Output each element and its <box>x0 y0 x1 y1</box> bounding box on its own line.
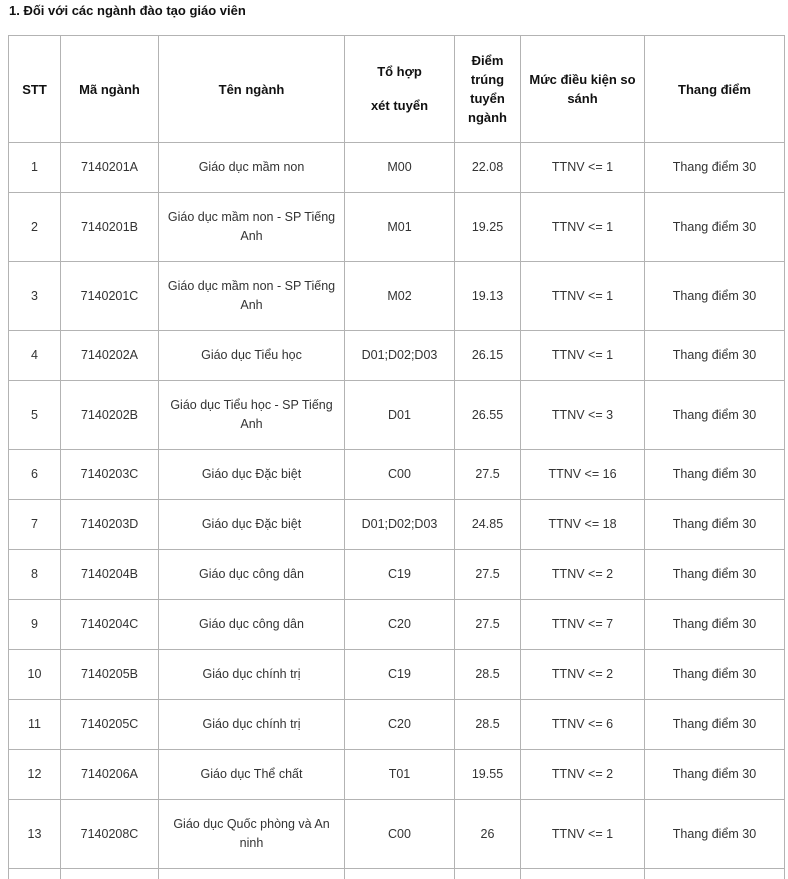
cell-combo: C19 <box>345 650 455 700</box>
header-combo-line1: Tổ hợp <box>350 55 449 89</box>
cell-condition: TTNV <= 1 <box>521 143 645 193</box>
cell-name-line1: Giáo dục Đặc biệt <box>164 515 339 534</box>
cell-name-line1: Giáo dục chính trị <box>164 715 339 734</box>
cell-score: 27.5 <box>455 550 521 600</box>
cell-name <box>159 262 345 331</box>
cell-condition: TTNV <= 1 <box>521 331 645 381</box>
table-row <box>9 750 785 800</box>
header-code <box>61 36 159 143</box>
cell-stt: 13 <box>9 800 61 869</box>
cell-name-line1: Giáo dục Quốc phòng và An <box>164 815 339 834</box>
header-condition <box>521 36 645 143</box>
cell-score: 24.85 <box>455 500 521 550</box>
cell-empty <box>159 869 345 879</box>
table-row <box>9 500 785 550</box>
cell-scale: Thang điểm 30 <box>645 500 785 550</box>
cell-empty <box>61 869 159 879</box>
table-row <box>9 381 785 450</box>
cell-scale: Thang điểm 30 <box>645 700 785 750</box>
cell-score: 27.5 <box>455 450 521 500</box>
header-stt-label: STT <box>22 82 47 97</box>
cell-code: 7140208C <box>61 800 159 869</box>
cell-name <box>159 381 345 450</box>
cell-condition: TTNV <= 3 <box>521 381 645 450</box>
cell-score: 19.55 <box>455 750 521 800</box>
cell-scale: Thang điểm 30 <box>645 550 785 600</box>
table-row <box>9 650 785 700</box>
cell-code: 7140205B <box>61 650 159 700</box>
cell-condition: TTNV <= 18 <box>521 500 645 550</box>
cell-name-line1: Giáo dục công dân <box>164 565 339 584</box>
cell-combo: C20 <box>345 600 455 650</box>
cell-stt: 5 <box>9 381 61 450</box>
cell-code: 7140203C <box>61 450 159 500</box>
cell-stt: 8 <box>9 550 61 600</box>
cell-score: 26.15 <box>455 331 521 381</box>
cell-combo: T01 <box>345 750 455 800</box>
cell-code: 7140201C <box>61 262 159 331</box>
cell-combo: C20 <box>345 700 455 750</box>
cell-name <box>159 331 345 381</box>
cell-name-line1: Giáo dục Tiểu học - SP Tiếng <box>164 396 339 415</box>
cell-empty <box>345 869 455 879</box>
cell-stt: 7 <box>9 500 61 550</box>
header-name-label: Tên ngành <box>219 82 285 97</box>
cell-scale: Thang điểm 30 <box>645 600 785 650</box>
table-row <box>9 143 785 193</box>
header-row <box>9 36 785 143</box>
admission-scores-table <box>8 35 785 879</box>
header-score-line4: ngành <box>460 108 515 127</box>
cell-name <box>159 650 345 700</box>
cell-combo: D01 <box>345 381 455 450</box>
cell-condition: TTNV <= 6 <box>521 700 645 750</box>
table-row <box>9 450 785 500</box>
cell-empty <box>521 869 645 879</box>
cell-combo: M01 <box>345 193 455 262</box>
cell-name <box>159 750 345 800</box>
cell-code: 7140201B <box>61 193 159 262</box>
cell-name-line1: Giáo dục mầm non - SP Tiếng <box>164 277 339 296</box>
header-combo <box>345 36 455 143</box>
cell-scale: Thang điểm 30 <box>645 800 785 869</box>
table-row <box>9 550 785 600</box>
cell-condition: TTNV <= 2 <box>521 650 645 700</box>
cell-name <box>159 700 345 750</box>
cell-stt: 10 <box>9 650 61 700</box>
header-score <box>455 36 521 143</box>
cell-combo: M00 <box>345 143 455 193</box>
table-row <box>9 193 785 262</box>
cell-combo: C00 <box>345 450 455 500</box>
cell-stt: 12 <box>9 750 61 800</box>
cell-name-line1: Giáo dục mầm non <box>164 158 339 177</box>
cell-combo: M02 <box>345 262 455 331</box>
cell-name-line1: Giáo dục Đặc biệt <box>164 465 339 484</box>
cell-empty <box>9 869 61 879</box>
header-stt <box>9 36 61 143</box>
cell-scale: Thang điểm 30 <box>645 193 785 262</box>
cell-scale: Thang điểm 30 <box>645 750 785 800</box>
cell-score: 26 <box>455 800 521 869</box>
cell-scale: Thang điểm 30 <box>645 262 785 331</box>
header-name <box>159 36 345 143</box>
cell-name <box>159 800 345 869</box>
header-scale-label: Thang điểm <box>678 82 751 97</box>
cell-condition: TTNV <= 1 <box>521 800 645 869</box>
table-row <box>9 700 785 750</box>
cell-condition: TTNV <= 2 <box>521 750 645 800</box>
header-score-line2: trúng <box>460 70 515 89</box>
cell-score: 19.25 <box>455 193 521 262</box>
cell-name <box>159 143 345 193</box>
cell-code: 7140204B <box>61 550 159 600</box>
cell-name <box>159 550 345 600</box>
cell-scale: Thang điểm 30 <box>645 143 785 193</box>
cell-empty <box>455 869 521 879</box>
header-scale <box>645 36 785 143</box>
cell-empty <box>645 869 785 879</box>
cell-stt: 1 <box>9 143 61 193</box>
cell-condition: TTNV <= 7 <box>521 600 645 650</box>
cell-name-line2: Anh <box>164 227 339 246</box>
cell-scale: Thang điểm 30 <box>645 381 785 450</box>
cell-score: 28.5 <box>455 700 521 750</box>
cell-name-line1: Giáo dục Tiểu học <box>164 346 339 365</box>
cell-scale: Thang điểm 30 <box>645 650 785 700</box>
cell-name-line1: Giáo dục Thể chất <box>164 765 339 784</box>
cell-scale: Thang điểm 30 <box>645 450 785 500</box>
header-condition-line2: sánh <box>526 89 639 108</box>
cell-combo: C19 <box>345 550 455 600</box>
cell-code: 7140202A <box>61 331 159 381</box>
cell-combo: C00 <box>345 800 455 869</box>
table-row <box>9 800 785 869</box>
cell-condition: TTNV <= 2 <box>521 550 645 600</box>
header-score-line3: tuyển <box>460 89 515 108</box>
cell-stt: 2 <box>9 193 61 262</box>
cell-code: 7140205C <box>61 700 159 750</box>
header-code-label: Mã ngành <box>79 82 140 97</box>
cell-score: 22.08 <box>455 143 521 193</box>
cell-stt: 3 <box>9 262 61 331</box>
cell-name-line1: Giáo dục mầm non - SP Tiếng <box>164 208 339 227</box>
cell-score: 26.55 <box>455 381 521 450</box>
table-row-partial <box>9 869 785 879</box>
table-row <box>9 262 785 331</box>
cell-stt: 11 <box>9 700 61 750</box>
cell-score: 28.5 <box>455 650 521 700</box>
cell-name <box>159 450 345 500</box>
cell-code: 7140206A <box>61 750 159 800</box>
cell-score: 19.13 <box>455 262 521 331</box>
cell-name-line2: Anh <box>164 415 339 434</box>
cell-score: 27.5 <box>455 600 521 650</box>
cell-code: 7140203D <box>61 500 159 550</box>
cell-name-line1: Giáo dục chính trị <box>164 665 339 684</box>
cell-scale: Thang điểm 30 <box>645 331 785 381</box>
cell-code: 7140202B <box>61 381 159 450</box>
section-heading: 1. Đối với các ngành đào tạo giáo viên <box>9 3 246 18</box>
header-condition-line1: Mức điều kiện so <box>526 70 639 89</box>
cell-combo: D01;D02;D03 <box>345 331 455 381</box>
cell-name-line2: Anh <box>164 296 339 315</box>
table-row <box>9 600 785 650</box>
cell-name-line1: Giáo dục công dân <box>164 615 339 634</box>
cell-stt: 9 <box>9 600 61 650</box>
header-score-line1: Điểm <box>460 51 515 70</box>
cell-condition: TTNV <= 16 <box>521 450 645 500</box>
cell-name <box>159 500 345 550</box>
cell-code: 7140204C <box>61 600 159 650</box>
cell-stt: 4 <box>9 331 61 381</box>
cell-combo: D01;D02;D03 <box>345 500 455 550</box>
header-combo-line2: xét tuyển <box>350 89 449 123</box>
cell-name-line2: ninh <box>164 834 339 853</box>
cell-condition: TTNV <= 1 <box>521 193 645 262</box>
cell-name <box>159 600 345 650</box>
cell-code: 7140201A <box>61 143 159 193</box>
cell-condition: TTNV <= 1 <box>521 262 645 331</box>
cell-name <box>159 193 345 262</box>
table-row <box>9 331 785 381</box>
cell-stt: 6 <box>9 450 61 500</box>
